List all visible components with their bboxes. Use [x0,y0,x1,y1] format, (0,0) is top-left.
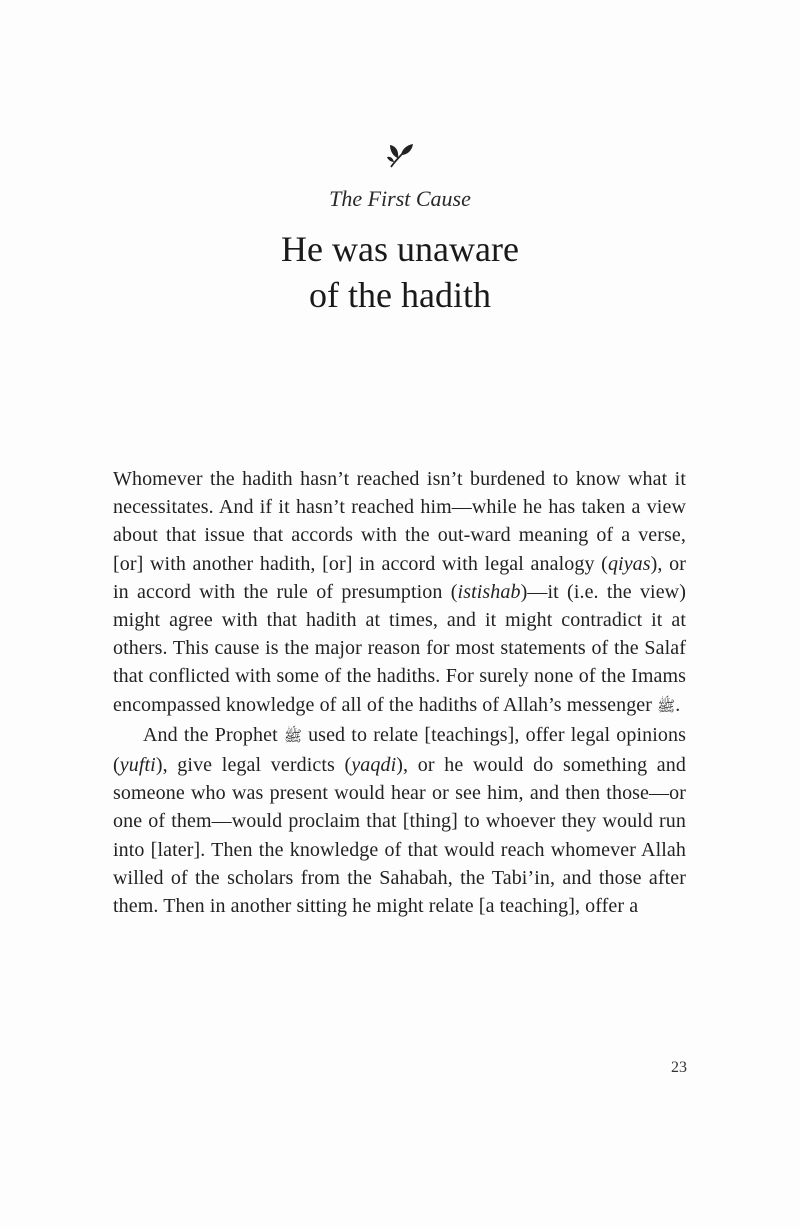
chapter-title [0,226,800,318]
body-text [113,465,686,920]
honorific-glyph: ﷺ [657,698,676,715]
term-istishab: istishab [457,580,521,603]
chapter-title-line-2: of the hadith [309,275,491,315]
chapter-ornament [0,140,800,175]
paragraph-1-text-2: ), or in accord with the rule of presumption ( [113,552,686,603]
term-yufti: yufti [119,754,156,777]
chapter-title-line-1: He was unaware [281,229,519,269]
term-qiyas: qiyas [607,552,651,575]
page-number: 23 [671,1059,687,1076]
paragraph-2 [113,721,686,920]
paragraph-2-text-3: ), give legal verdicts ( [155,754,352,777]
paragraph-2-text-1: And the Prophet [143,723,284,746]
paragraph-1-text-3: )—it (i.e. the view) might agree with that hadith at times, and it might contradict it at others. This cause is the major reason for most statements of the Salaf that conflicted with some of the hadiths. For surely none of the Imams encompassed knowledge of all of the hadiths of Allah’s messenger [113,580,686,716]
chapter-kicker: The First Cause [329,186,471,211]
paragraph-1-text-4: . [675,693,681,716]
honorific-glyph: ﷺ [283,728,303,745]
paragraph-1-text-1: Whomever the hadith hasn’t reached isn’t burdened to know what it necessitates. And if it hasn’t reached him—while he has taken a view about that issue that accords with the out-ward meaning of a verse, [or] with another hadith, [or] in accord with legal analogy ( [113,468,686,575]
paragraph-2-text-2: used to relate [teachings], offer legal opinions ( [113,723,686,777]
paragraph-2-text-4: ), or he would do something and someone who was present would hear or see him, and then those—or one of them—would proclaim that [thing] to whoever they would run into [later]. Then the knowledge of that would reach whomever Allah willed of the scholars from the Sahabah, the Tabi’in, and those after them. Then in another sitting he might relate [a teaching], offer a [113,754,686,918]
paragraph-1 [113,465,686,721]
term-yaqdi: yaqdi [351,754,397,777]
leaf-sprig-icon [385,157,415,174]
